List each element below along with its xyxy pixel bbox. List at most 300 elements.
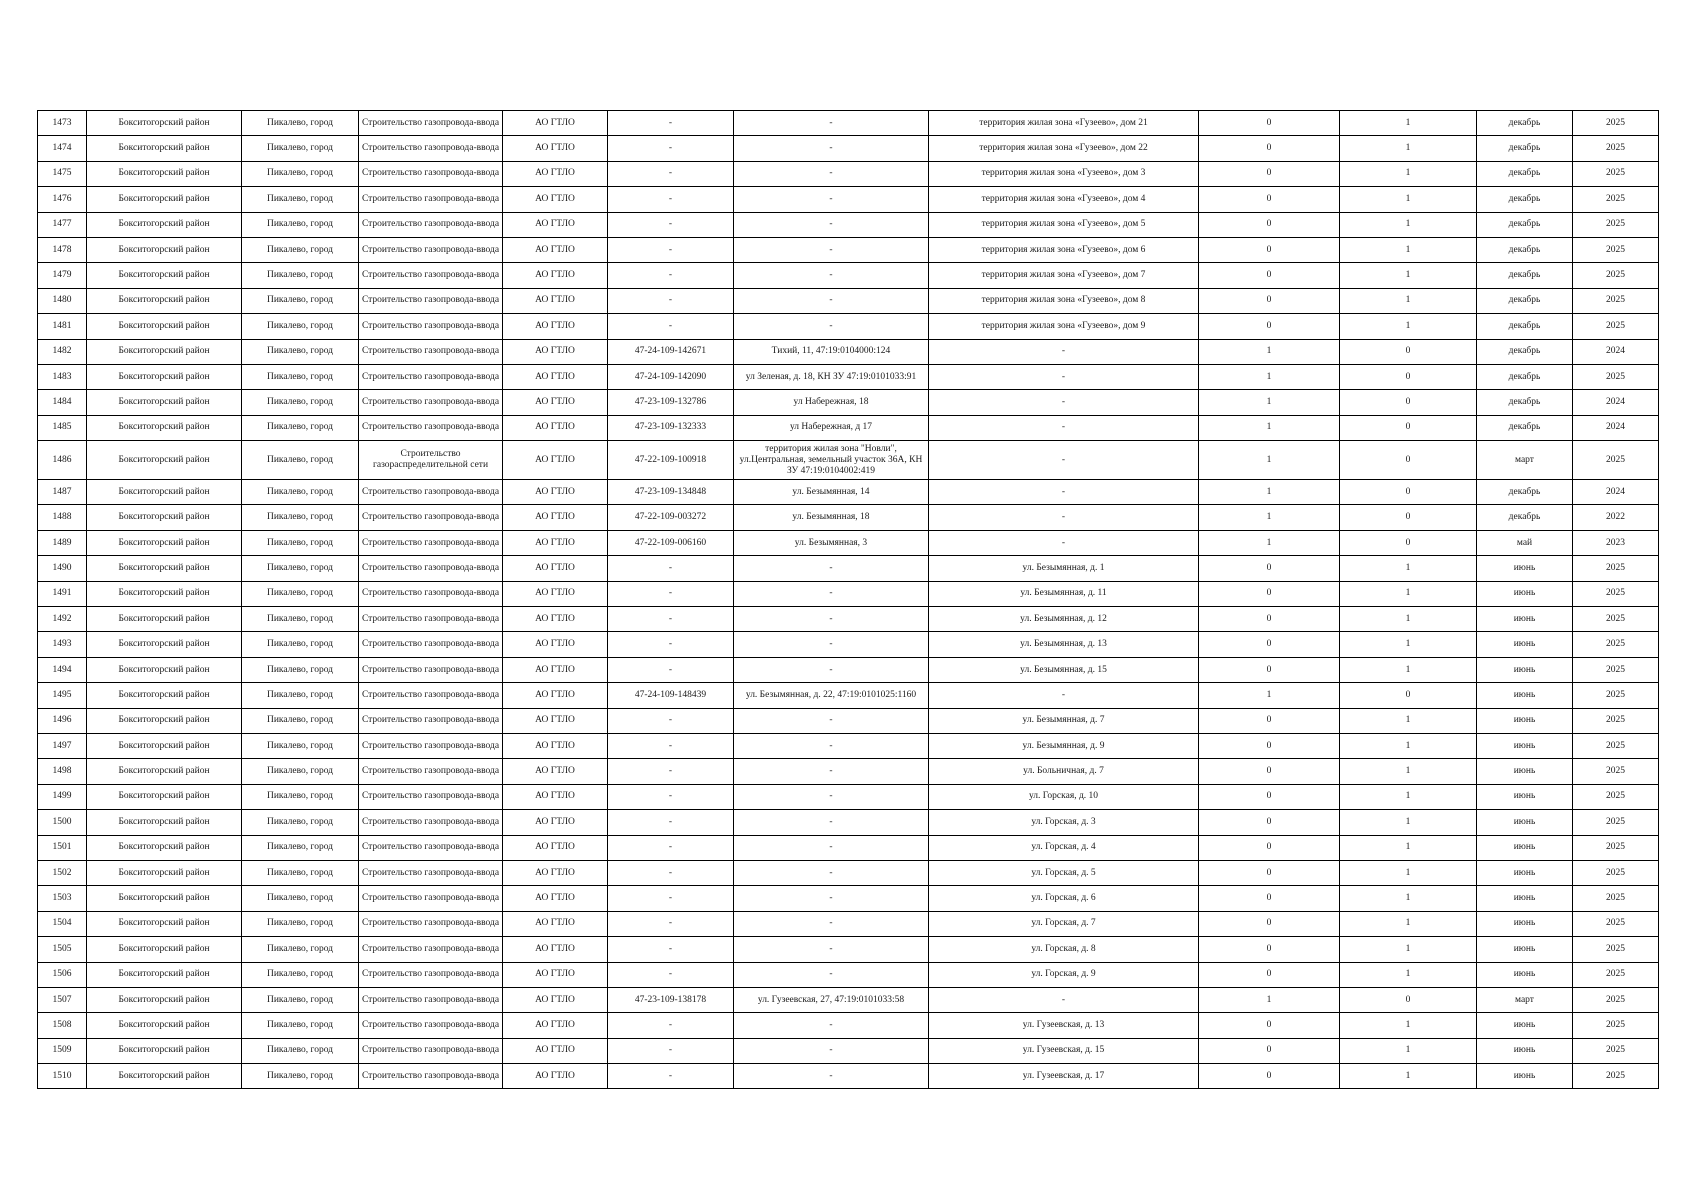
table-row <box>38 581 1659 606</box>
cell-work-type: Строительство газопровода-ввода <box>359 1013 503 1038</box>
cell-count-b: 1 <box>1340 657 1477 682</box>
cell-district: Бокситогорский район <box>87 390 242 415</box>
cell-count-a: 0 <box>1199 136 1340 161</box>
table-row <box>38 263 1659 288</box>
cell-count-b: 1 <box>1340 607 1477 632</box>
table-row <box>38 530 1659 555</box>
cell-organization: АО ГТЛО <box>503 987 608 1012</box>
cell-work-type: Строительство газопровода-ввода <box>359 480 503 505</box>
cell-settlement: Пикалево, город <box>242 886 359 911</box>
cell-count-b: 1 <box>1340 1038 1477 1063</box>
cell-work-type: Строительство газопровода-ввода <box>359 136 503 161</box>
cell-year: 2025 <box>1573 263 1659 288</box>
cell-permit-number: 47-22-109-006160 <box>608 530 734 555</box>
cell-address: ул. Безымянная, д. 7 <box>929 708 1199 733</box>
cell-work-type: Строительство газопровода-ввода <box>359 390 503 415</box>
cell-address: ул. Горская, д. 4 <box>929 835 1199 860</box>
table-row <box>38 237 1659 262</box>
cell-count-a: 0 <box>1199 556 1340 581</box>
table-row <box>38 1064 1659 1089</box>
cell-settlement: Пикалево, город <box>242 708 359 733</box>
cell-settlement: Пикалево, город <box>242 657 359 682</box>
cell-permit-number: - <box>608 111 734 136</box>
table-row <box>38 886 1659 911</box>
cell-address: ул. Гузеевская, д. 13 <box>929 1013 1199 1038</box>
cell-row-number: 1510 <box>38 1064 87 1089</box>
cell-count-a: 0 <box>1199 581 1340 606</box>
cell-organization: АО ГТЛО <box>503 161 608 186</box>
cell-settlement: Пикалево, город <box>242 1013 359 1038</box>
cell-organization: АО ГТЛО <box>503 237 608 262</box>
cell-row-number: 1502 <box>38 860 87 885</box>
cell-month: июнь <box>1477 1013 1573 1038</box>
cell-work-type: Строительство газопровода-ввода <box>359 911 503 936</box>
cell-district: Бокситогорский район <box>87 1064 242 1089</box>
cell-count-b: 0 <box>1340 505 1477 530</box>
cell-district: Бокситогорский район <box>87 759 242 784</box>
cell-address-with-cadastral: - <box>734 1013 929 1038</box>
cell-month: декабрь <box>1477 111 1573 136</box>
cell-work-type: Строительство газопровода-ввода <box>359 835 503 860</box>
cell-count-a: 1 <box>1199 415 1340 440</box>
cell-address-with-cadastral: - <box>734 886 929 911</box>
cell-count-a: 0 <box>1199 810 1340 835</box>
cell-permit-number: - <box>608 860 734 885</box>
cell-month: июнь <box>1477 759 1573 784</box>
cell-district: Бокситогорский район <box>87 187 242 212</box>
cell-row-number: 1485 <box>38 415 87 440</box>
table-row <box>38 415 1659 440</box>
cell-work-type: Строительство газопровода-ввода <box>359 212 503 237</box>
cell-count-a: 0 <box>1199 733 1340 758</box>
cell-work-type: Строительство газопровода-ввода <box>359 683 503 708</box>
cell-count-a: 0 <box>1199 835 1340 860</box>
cell-district: Бокситогорский район <box>87 911 242 936</box>
cell-year: 2025 <box>1573 683 1659 708</box>
cell-row-number: 1475 <box>38 161 87 186</box>
cell-organization: АО ГТЛО <box>503 415 608 440</box>
cell-count-a: 0 <box>1199 860 1340 885</box>
table-row <box>38 708 1659 733</box>
cell-settlement: Пикалево, город <box>242 810 359 835</box>
cell-count-a: 1 <box>1199 339 1340 364</box>
cell-count-a: 0 <box>1199 886 1340 911</box>
cell-work-type: Строительство газопровода-ввода <box>359 886 503 911</box>
table-row <box>38 962 1659 987</box>
cell-work-type: Строительство газопровода-ввода <box>359 810 503 835</box>
cell-work-type: Строительство газопровода-ввода <box>359 860 503 885</box>
cell-organization: АО ГТЛО <box>503 962 608 987</box>
cell-count-a: 1 <box>1199 441 1340 480</box>
cell-settlement: Пикалево, город <box>242 683 359 708</box>
cell-count-a: 0 <box>1199 759 1340 784</box>
table-row <box>38 556 1659 581</box>
cell-address-with-cadastral: - <box>734 161 929 186</box>
cell-month: июнь <box>1477 581 1573 606</box>
cell-organization: АО ГТЛО <box>503 657 608 682</box>
cell-address-with-cadastral: - <box>734 1038 929 1063</box>
cell-year: 2025 <box>1573 314 1659 339</box>
cell-address-with-cadastral: - <box>734 784 929 809</box>
cell-month: июнь <box>1477 632 1573 657</box>
cell-settlement: Пикалево, город <box>242 835 359 860</box>
cell-month: июнь <box>1477 784 1573 809</box>
cell-row-number: 1483 <box>38 364 87 389</box>
cell-district: Бокситогорский район <box>87 1013 242 1038</box>
cell-settlement: Пикалево, город <box>242 733 359 758</box>
cell-row-number: 1481 <box>38 314 87 339</box>
cell-row-number: 1498 <box>38 759 87 784</box>
cell-district: Бокситогорский район <box>87 581 242 606</box>
cell-row-number: 1493 <box>38 632 87 657</box>
cell-organization: АО ГТЛО <box>503 263 608 288</box>
cell-year: 2025 <box>1573 733 1659 758</box>
cell-address: ул. Горская, д. 5 <box>929 860 1199 885</box>
cell-work-type: Строительство газопровода-ввода <box>359 987 503 1012</box>
cell-work-type: Строительство газопровода-ввода <box>359 237 503 262</box>
cell-month: июнь <box>1477 657 1573 682</box>
cell-permit-number: - <box>608 1013 734 1038</box>
cell-district: Бокситогорский район <box>87 683 242 708</box>
cell-organization: АО ГТЛО <box>503 136 608 161</box>
cell-year: 2025 <box>1573 364 1659 389</box>
cell-row-number: 1482 <box>38 339 87 364</box>
cell-count-b: 1 <box>1340 136 1477 161</box>
cell-month: июнь <box>1477 1064 1573 1089</box>
cell-district: Бокситогорский район <box>87 632 242 657</box>
cell-work-type: Строительство газопровода-ввода <box>359 415 503 440</box>
cell-permit-number: - <box>608 835 734 860</box>
cell-district: Бокситогорский район <box>87 111 242 136</box>
cell-address-with-cadastral: - <box>734 212 929 237</box>
cell-permit-number: - <box>608 708 734 733</box>
cell-count-b: 1 <box>1340 581 1477 606</box>
cell-count-a: 0 <box>1199 911 1340 936</box>
cell-row-number: 1504 <box>38 911 87 936</box>
cell-count-b: 0 <box>1340 390 1477 415</box>
cell-row-number: 1486 <box>38 441 87 480</box>
cell-district: Бокситогорский район <box>87 556 242 581</box>
cell-district: Бокситогорский район <box>87 784 242 809</box>
table-row <box>38 784 1659 809</box>
cell-district: Бокситогорский район <box>87 1038 242 1063</box>
cell-count-a: 0 <box>1199 237 1340 262</box>
cell-address-with-cadastral: Тихий, 11, 47:19:0104000:124 <box>734 339 929 364</box>
cell-permit-number: - <box>608 632 734 657</box>
cell-row-number: 1490 <box>38 556 87 581</box>
cell-address-with-cadastral: ул. Гузеевская, 27, 47:19:0101033:58 <box>734 987 929 1012</box>
cell-settlement: Пикалево, город <box>242 632 359 657</box>
table-row <box>38 911 1659 936</box>
cell-district: Бокситогорский район <box>87 886 242 911</box>
cell-address: территория жилая зона «Гузеево», дом 7 <box>929 263 1199 288</box>
cell-work-type: Строительство газопровода-ввода <box>359 364 503 389</box>
cell-count-b: 1 <box>1340 708 1477 733</box>
cell-count-b: 1 <box>1340 759 1477 784</box>
cell-address-with-cadastral: - <box>734 937 929 962</box>
table-row <box>38 390 1659 415</box>
cell-settlement: Пикалево, город <box>242 415 359 440</box>
cell-address-with-cadastral: - <box>734 581 929 606</box>
cell-district: Бокситогорский район <box>87 441 242 480</box>
cell-permit-number: - <box>608 1064 734 1089</box>
cell-organization: АО ГТЛО <box>503 364 608 389</box>
cell-address: ул. Горская, д. 7 <box>929 911 1199 936</box>
cell-count-a: 0 <box>1199 1013 1340 1038</box>
cell-row-number: 1505 <box>38 937 87 962</box>
table-row <box>38 632 1659 657</box>
cell-address: ул. Горская, д. 3 <box>929 810 1199 835</box>
cell-count-b: 1 <box>1340 962 1477 987</box>
cell-settlement: Пикалево, город <box>242 111 359 136</box>
cell-address-with-cadastral: - <box>734 111 929 136</box>
cell-year: 2025 <box>1573 810 1659 835</box>
cell-year: 2025 <box>1573 1064 1659 1089</box>
cell-month: декабрь <box>1477 237 1573 262</box>
cell-permit-number: - <box>608 161 734 186</box>
cell-count-b: 1 <box>1340 212 1477 237</box>
cell-settlement: Пикалево, город <box>242 364 359 389</box>
table-row <box>38 187 1659 212</box>
cell-organization: АО ГТЛО <box>503 111 608 136</box>
cell-settlement: Пикалево, город <box>242 784 359 809</box>
cell-address-with-cadastral: - <box>734 733 929 758</box>
cell-year: 2025 <box>1573 136 1659 161</box>
cell-month: декабрь <box>1477 136 1573 161</box>
cell-count-a: 0 <box>1199 161 1340 186</box>
cell-address: ул. Больничная, д. 7 <box>929 759 1199 784</box>
cell-organization: АО ГТЛО <box>503 530 608 555</box>
table-row <box>38 937 1659 962</box>
cell-count-b: 0 <box>1340 339 1477 364</box>
cell-permit-number: - <box>608 1038 734 1063</box>
cell-address: ул. Горская, д. 6 <box>929 886 1199 911</box>
table-row <box>38 212 1659 237</box>
cell-month: декабрь <box>1477 314 1573 339</box>
cell-address: территория жилая зона «Гузеево», дом 22 <box>929 136 1199 161</box>
cell-count-a: 1 <box>1199 530 1340 555</box>
cell-settlement: Пикалево, город <box>242 581 359 606</box>
cell-month: декабрь <box>1477 415 1573 440</box>
cell-settlement: Пикалево, город <box>242 911 359 936</box>
cell-year: 2025 <box>1573 237 1659 262</box>
cell-work-type: Строительство газопровода-ввода <box>359 161 503 186</box>
cell-organization: АО ГТЛО <box>503 441 608 480</box>
cell-work-type: Строительство газопровода-ввода <box>359 1064 503 1089</box>
cell-address: ул. Безымянная, д. 15 <box>929 657 1199 682</box>
cell-month: март <box>1477 987 1573 1012</box>
cell-count-b: 1 <box>1340 886 1477 911</box>
cell-count-b: 1 <box>1340 111 1477 136</box>
cell-count-a: 1 <box>1199 505 1340 530</box>
cell-permit-number: - <box>608 784 734 809</box>
cell-address: - <box>929 480 1199 505</box>
cell-organization: АО ГТЛО <box>503 784 608 809</box>
table-row <box>38 987 1659 1012</box>
cell-address-with-cadastral: ул. Безымянная, 18 <box>734 505 929 530</box>
cell-work-type: Строительство газопровода-ввода <box>359 632 503 657</box>
cell-month: декабрь <box>1477 161 1573 186</box>
table-row <box>38 441 1659 480</box>
cell-organization: АО ГТЛО <box>503 810 608 835</box>
cell-work-type: Строительство газопровода-ввода <box>359 530 503 555</box>
cell-address-with-cadastral: - <box>734 759 929 784</box>
table-row <box>38 1013 1659 1038</box>
cell-count-a: 1 <box>1199 390 1340 415</box>
cell-address: территория жилая зона «Гузеево», дом 4 <box>929 187 1199 212</box>
cell-month: март <box>1477 441 1573 480</box>
cell-month: декабрь <box>1477 288 1573 313</box>
cell-count-a: 0 <box>1199 657 1340 682</box>
cell-settlement: Пикалево, город <box>242 136 359 161</box>
cell-month: июнь <box>1477 1038 1573 1063</box>
cell-count-b: 0 <box>1340 364 1477 389</box>
cell-count-a: 0 <box>1199 187 1340 212</box>
cell-count-b: 1 <box>1340 835 1477 860</box>
cell-count-a: 0 <box>1199 607 1340 632</box>
cell-row-number: 1497 <box>38 733 87 758</box>
cell-district: Бокситогорский район <box>87 835 242 860</box>
cell-address: территория жилая зона «Гузеево», дом 9 <box>929 314 1199 339</box>
table-row <box>38 1038 1659 1063</box>
cell-organization: АО ГТЛО <box>503 212 608 237</box>
cell-settlement: Пикалево, город <box>242 987 359 1012</box>
cell-district: Бокситогорский район <box>87 237 242 262</box>
cell-address: - <box>929 530 1199 555</box>
cell-work-type: Строительство газопровода-ввода <box>359 708 503 733</box>
cell-year: 2025 <box>1573 962 1659 987</box>
table-row <box>38 505 1659 530</box>
cell-row-number: 1501 <box>38 835 87 860</box>
cell-organization: АО ГТЛО <box>503 632 608 657</box>
cell-row-number: 1479 <box>38 263 87 288</box>
cell-row-number: 1495 <box>38 683 87 708</box>
cell-row-number: 1496 <box>38 708 87 733</box>
cell-address: - <box>929 441 1199 480</box>
cell-year: 2025 <box>1573 911 1659 936</box>
cell-address: - <box>929 339 1199 364</box>
cell-count-a: 0 <box>1199 111 1340 136</box>
cell-year: 2025 <box>1573 607 1659 632</box>
cell-permit-number: - <box>608 136 734 161</box>
cell-work-type: Строительство газопровода-ввода <box>359 784 503 809</box>
cell-address-with-cadastral: - <box>734 288 929 313</box>
cell-row-number: 1509 <box>38 1038 87 1063</box>
cell-year: 2022 <box>1573 505 1659 530</box>
table-row <box>38 480 1659 505</box>
cell-settlement: Пикалево, город <box>242 1038 359 1063</box>
cell-year: 2025 <box>1573 886 1659 911</box>
cell-district: Бокситогорский район <box>87 505 242 530</box>
cell-district: Бокситогорский район <box>87 962 242 987</box>
cell-address: ул. Горская, д. 10 <box>929 784 1199 809</box>
cell-address-with-cadastral: - <box>734 263 929 288</box>
cell-organization: АО ГТЛО <box>503 886 608 911</box>
cell-address-with-cadastral: - <box>734 556 929 581</box>
cell-organization: АО ГТЛО <box>503 733 608 758</box>
cell-district: Бокситогорский район <box>87 415 242 440</box>
cell-organization: АО ГТЛО <box>503 1013 608 1038</box>
cell-address-with-cadastral: ул. Безымянная, 3 <box>734 530 929 555</box>
cell-district: Бокситогорский район <box>87 708 242 733</box>
cell-work-type: Строительство газопровода-ввода <box>359 733 503 758</box>
cell-year: 2025 <box>1573 441 1659 480</box>
cell-organization: АО ГТЛО <box>503 390 608 415</box>
cell-address: территория жилая зона «Гузеево», дом 6 <box>929 237 1199 262</box>
cell-work-type: Строительство газопровода-ввода <box>359 937 503 962</box>
cell-permit-number: - <box>608 810 734 835</box>
cell-address: - <box>929 364 1199 389</box>
cell-count-b: 1 <box>1340 911 1477 936</box>
cell-settlement: Пикалево, город <box>242 212 359 237</box>
cell-count-b: 1 <box>1340 937 1477 962</box>
cell-settlement: Пикалево, город <box>242 530 359 555</box>
cell-work-type: Строительство газопровода-ввода <box>359 288 503 313</box>
table-row <box>38 288 1659 313</box>
cell-row-number: 1494 <box>38 657 87 682</box>
cell-district: Бокситогорский район <box>87 314 242 339</box>
cell-work-type: Строительство газопровода-ввода <box>359 657 503 682</box>
cell-organization: АО ГТЛО <box>503 339 608 364</box>
cell-address: ул. Безымянная, д. 12 <box>929 607 1199 632</box>
cell-month: декабрь <box>1477 390 1573 415</box>
cell-row-number: 1499 <box>38 784 87 809</box>
cell-address: ул. Горская, д. 9 <box>929 962 1199 987</box>
cell-settlement: Пикалево, город <box>242 339 359 364</box>
cell-address: территория жилая зона «Гузеево», дом 3 <box>929 161 1199 186</box>
cell-district: Бокситогорский район <box>87 263 242 288</box>
table-row <box>38 607 1659 632</box>
cell-permit-number: - <box>608 581 734 606</box>
cell-permit-number: - <box>608 314 734 339</box>
cell-address: территория жилая зона «Гузеево», дом 8 <box>929 288 1199 313</box>
cell-month: июнь <box>1477 962 1573 987</box>
cell-row-number: 1508 <box>38 1013 87 1038</box>
cell-row-number: 1492 <box>38 607 87 632</box>
cell-year: 2025 <box>1573 1013 1659 1038</box>
cell-count-b: 0 <box>1340 415 1477 440</box>
cell-count-a: 0 <box>1199 212 1340 237</box>
cell-month: июнь <box>1477 911 1573 936</box>
cell-count-b: 1 <box>1340 556 1477 581</box>
cell-settlement: Пикалево, город <box>242 860 359 885</box>
table-row <box>38 810 1659 835</box>
cell-address-with-cadastral: - <box>734 810 929 835</box>
cell-organization: АО ГТЛО <box>503 314 608 339</box>
cell-address-with-cadastral: ул Набережная, 18 <box>734 390 929 415</box>
cell-count-a: 0 <box>1199 962 1340 987</box>
cell-settlement: Пикалево, город <box>242 441 359 480</box>
cell-row-number: 1506 <box>38 962 87 987</box>
cell-count-b: 1 <box>1340 263 1477 288</box>
cell-work-type: Строительство газораспределительной сети <box>359 441 503 480</box>
cell-work-type: Строительство газопровода-ввода <box>359 263 503 288</box>
cell-settlement: Пикалево, город <box>242 607 359 632</box>
cell-address: - <box>929 683 1199 708</box>
cell-row-number: 1474 <box>38 136 87 161</box>
cell-count-b: 1 <box>1340 860 1477 885</box>
cell-address-with-cadastral: территория жилая зона "Новли", ул.Центральная, земельный участок 36А, КН ЗУ 47:19:0104002:419 <box>734 441 929 480</box>
cell-permit-number: 47-22-109-100918 <box>608 441 734 480</box>
cell-year: 2025 <box>1573 581 1659 606</box>
cell-organization: АО ГТЛО <box>503 759 608 784</box>
cell-address-with-cadastral: - <box>734 962 929 987</box>
cell-year: 2024 <box>1573 480 1659 505</box>
cell-permit-number: - <box>608 911 734 936</box>
cell-count-b: 0 <box>1340 480 1477 505</box>
cell-count-a: 0 <box>1199 314 1340 339</box>
cell-year: 2025 <box>1573 1038 1659 1063</box>
